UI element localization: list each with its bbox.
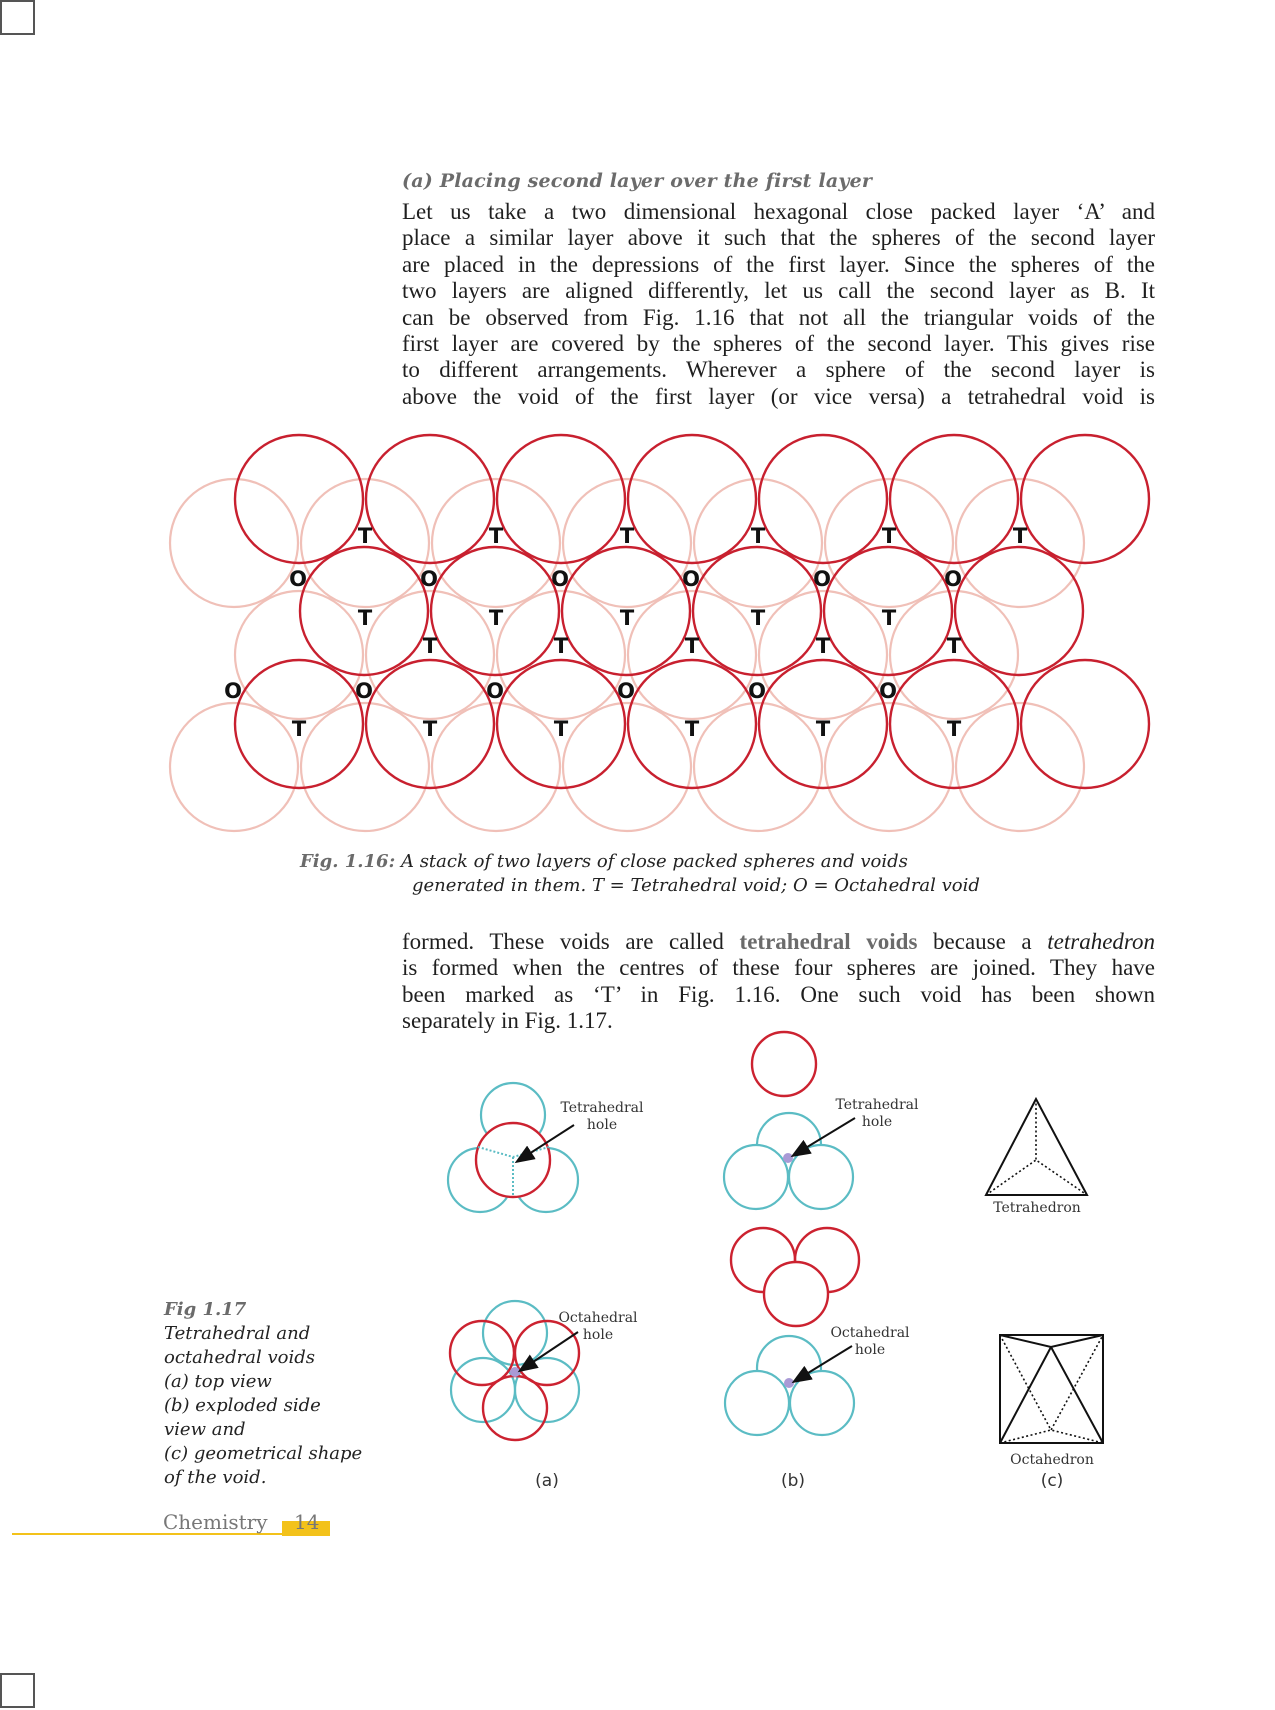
figure-number: Fig. 1.16:	[300, 851, 396, 872]
octahedral-hole-label: hole	[854, 1342, 886, 1358]
octahedral-void-label: O	[551, 567, 569, 591]
tetrahedral-void-label: T	[815, 717, 831, 741]
tetrahedral-void-label: T	[357, 606, 373, 630]
octahedron-shape	[1000, 1335, 1103, 1491]
octahedral-void-label: O	[879, 679, 897, 703]
paragraph-line: Let us take a two dimensional hexagonal close packed layer ‘A’ and	[402, 199, 1155, 224]
paragraph-line: are placed in the depressions of the first layer. Since the spheres of the	[402, 251, 1155, 277]
tetrahedral-void-label: T	[422, 634, 438, 658]
paragraph-line	[402, 929, 1155, 955]
paragraph-2	[402, 929, 1155, 1035]
octahedral-side-view	[725, 1228, 910, 1491]
caption-text: generated in them. T = Tetrahedral void; O = Octahedral void	[412, 875, 980, 896]
fig-1-16-caption	[300, 850, 980, 898]
tetrahedral-void-label: T	[750, 524, 766, 548]
octahedral-hole-icon	[510, 1367, 520, 1377]
octahedral-void-label: O	[355, 679, 373, 703]
octahedral-hole-icon	[784, 1378, 794, 1388]
caption-text: A stack of two layers of close packed spheres and voids	[400, 851, 908, 872]
tetrahedral-void-label: T	[488, 524, 504, 548]
caption-line: (b) exploded side	[164, 1395, 321, 1416]
tetrahedral-hole-icon	[783, 1153, 793, 1163]
tetrahedron-label: Tetrahedron	[993, 1200, 1081, 1216]
paragraph-line: is formed when the centres of these four spheres are joined. They have	[402, 955, 1155, 981]
tetrahedral-hole-label: hole	[586, 1117, 618, 1133]
tetrahedral-hole-label: hole	[861, 1114, 893, 1130]
panel-label-c: (c)	[1040, 1471, 1064, 1491]
octahedral-void-label: O	[486, 679, 504, 703]
caption-line: (a) top view	[164, 1371, 272, 1392]
figure-number: Fig 1.17	[164, 1299, 247, 1320]
octahedral-hole-label: Octahedral	[830, 1325, 910, 1341]
octahedral-void-label: O	[813, 567, 831, 591]
caption-line: (c) geometrical shape	[164, 1443, 363, 1464]
tetrahedral-void-label: T	[357, 524, 373, 548]
paragraph-line: first layer are covered by the spheres of the second layer. This gives rise	[402, 331, 1155, 357]
caption-line: of the void.	[164, 1467, 267, 1488]
tetrahedral-void-label: T	[422, 717, 438, 741]
text-run: because a	[917, 929, 1048, 954]
fig-1-17-caption	[164, 1298, 394, 1490]
octahedral-void-label: O	[420, 567, 438, 591]
tetrahedron-shape	[986, 1099, 1087, 1216]
paragraph-line: to different arrangements. Wherever a sphere of the second layer is	[402, 357, 1155, 383]
tetrahedral-void-label: T	[488, 606, 504, 630]
tetrahedral-void-label: T	[750, 606, 766, 630]
tetrahedral-void-label: T	[881, 524, 897, 548]
paragraph-line: can be observed from Fig. 1.16 that not all the triangular voids of the	[402, 304, 1155, 330]
tetrahedral-void-label: T	[291, 717, 307, 741]
section-heading: (a) Placing second layer over the first layer	[402, 170, 873, 192]
tetrahedral-void-label: T	[684, 717, 700, 741]
octahedron-label: Octahedron	[1010, 1452, 1094, 1468]
paragraph-line: place a similar layer above it such that the spheres of the second layer	[402, 225, 1155, 251]
page-number: 14	[294, 1510, 320, 1534]
octahedral-void-label: O	[224, 679, 242, 703]
paragraph-line: been marked as ‘T’ in Fig. 1.16. One such void has been shown	[402, 981, 1155, 1007]
octahedral-void-label: O	[682, 567, 700, 591]
octahedral-void-label: O	[748, 679, 766, 703]
paragraph-line: separately in Fig. 1.17.	[402, 1008, 613, 1034]
term-tetrahedron: tetrahedron	[1047, 929, 1155, 954]
fig-1-17-voids-diagram	[448, 1032, 1103, 1491]
octahedral-top-view	[450, 1301, 638, 1491]
keyword-tetrahedral-voids: tetrahedral voids	[739, 929, 918, 954]
octahedral-void-label: O	[944, 567, 962, 591]
octahedral-void-label: O	[617, 679, 635, 703]
tetrahedral-void-label: T	[881, 606, 897, 630]
tetrahedral-void-label: T	[684, 634, 700, 658]
paragraph-line: two layers are aligned differently, let us call the second layer as B. It	[402, 278, 1155, 304]
tetrahedral-void-label: T	[553, 717, 569, 741]
tetrahedral-hole-label: Tetrahedral	[560, 1100, 644, 1116]
tetrahedral-void-label: T	[1012, 524, 1028, 548]
tetrahedral-top-view	[448, 1083, 644, 1212]
paragraph-line: above the void of the first layer (or vice versa) a tetrahedral void is	[402, 383, 1155, 409]
text-run: formed. These voids are called	[402, 929, 740, 954]
tetrahedral-void-label: T	[619, 606, 635, 630]
footer-subject: Chemistry	[163, 1510, 268, 1534]
tetrahedral-hole-label: Tetrahedral	[835, 1097, 919, 1113]
panel-label-b: (b)	[780, 1471, 806, 1491]
octahedral-hole-label: Octahedral	[558, 1310, 638, 1326]
caption-line: octahedral voids	[164, 1347, 315, 1368]
panel-label-a: (a)	[535, 1471, 559, 1491]
tetrahedral-void-label: T	[946, 717, 962, 741]
octahedral-void-label: O	[289, 567, 307, 591]
fig-1-16-close-packed-layers	[170, 435, 1149, 831]
caption-line: Tetrahedral and	[164, 1323, 311, 1344]
caption-line: view and	[164, 1419, 246, 1440]
tetrahedral-void-label: T	[815, 634, 831, 658]
tetrahedral-void-label: T	[946, 634, 962, 658]
tetrahedral-void-label: T	[553, 634, 569, 658]
tetrahedral-void-label: T	[619, 524, 635, 548]
octahedral-hole-label: hole	[582, 1327, 614, 1343]
tetrahedral-side-view	[724, 1032, 919, 1209]
